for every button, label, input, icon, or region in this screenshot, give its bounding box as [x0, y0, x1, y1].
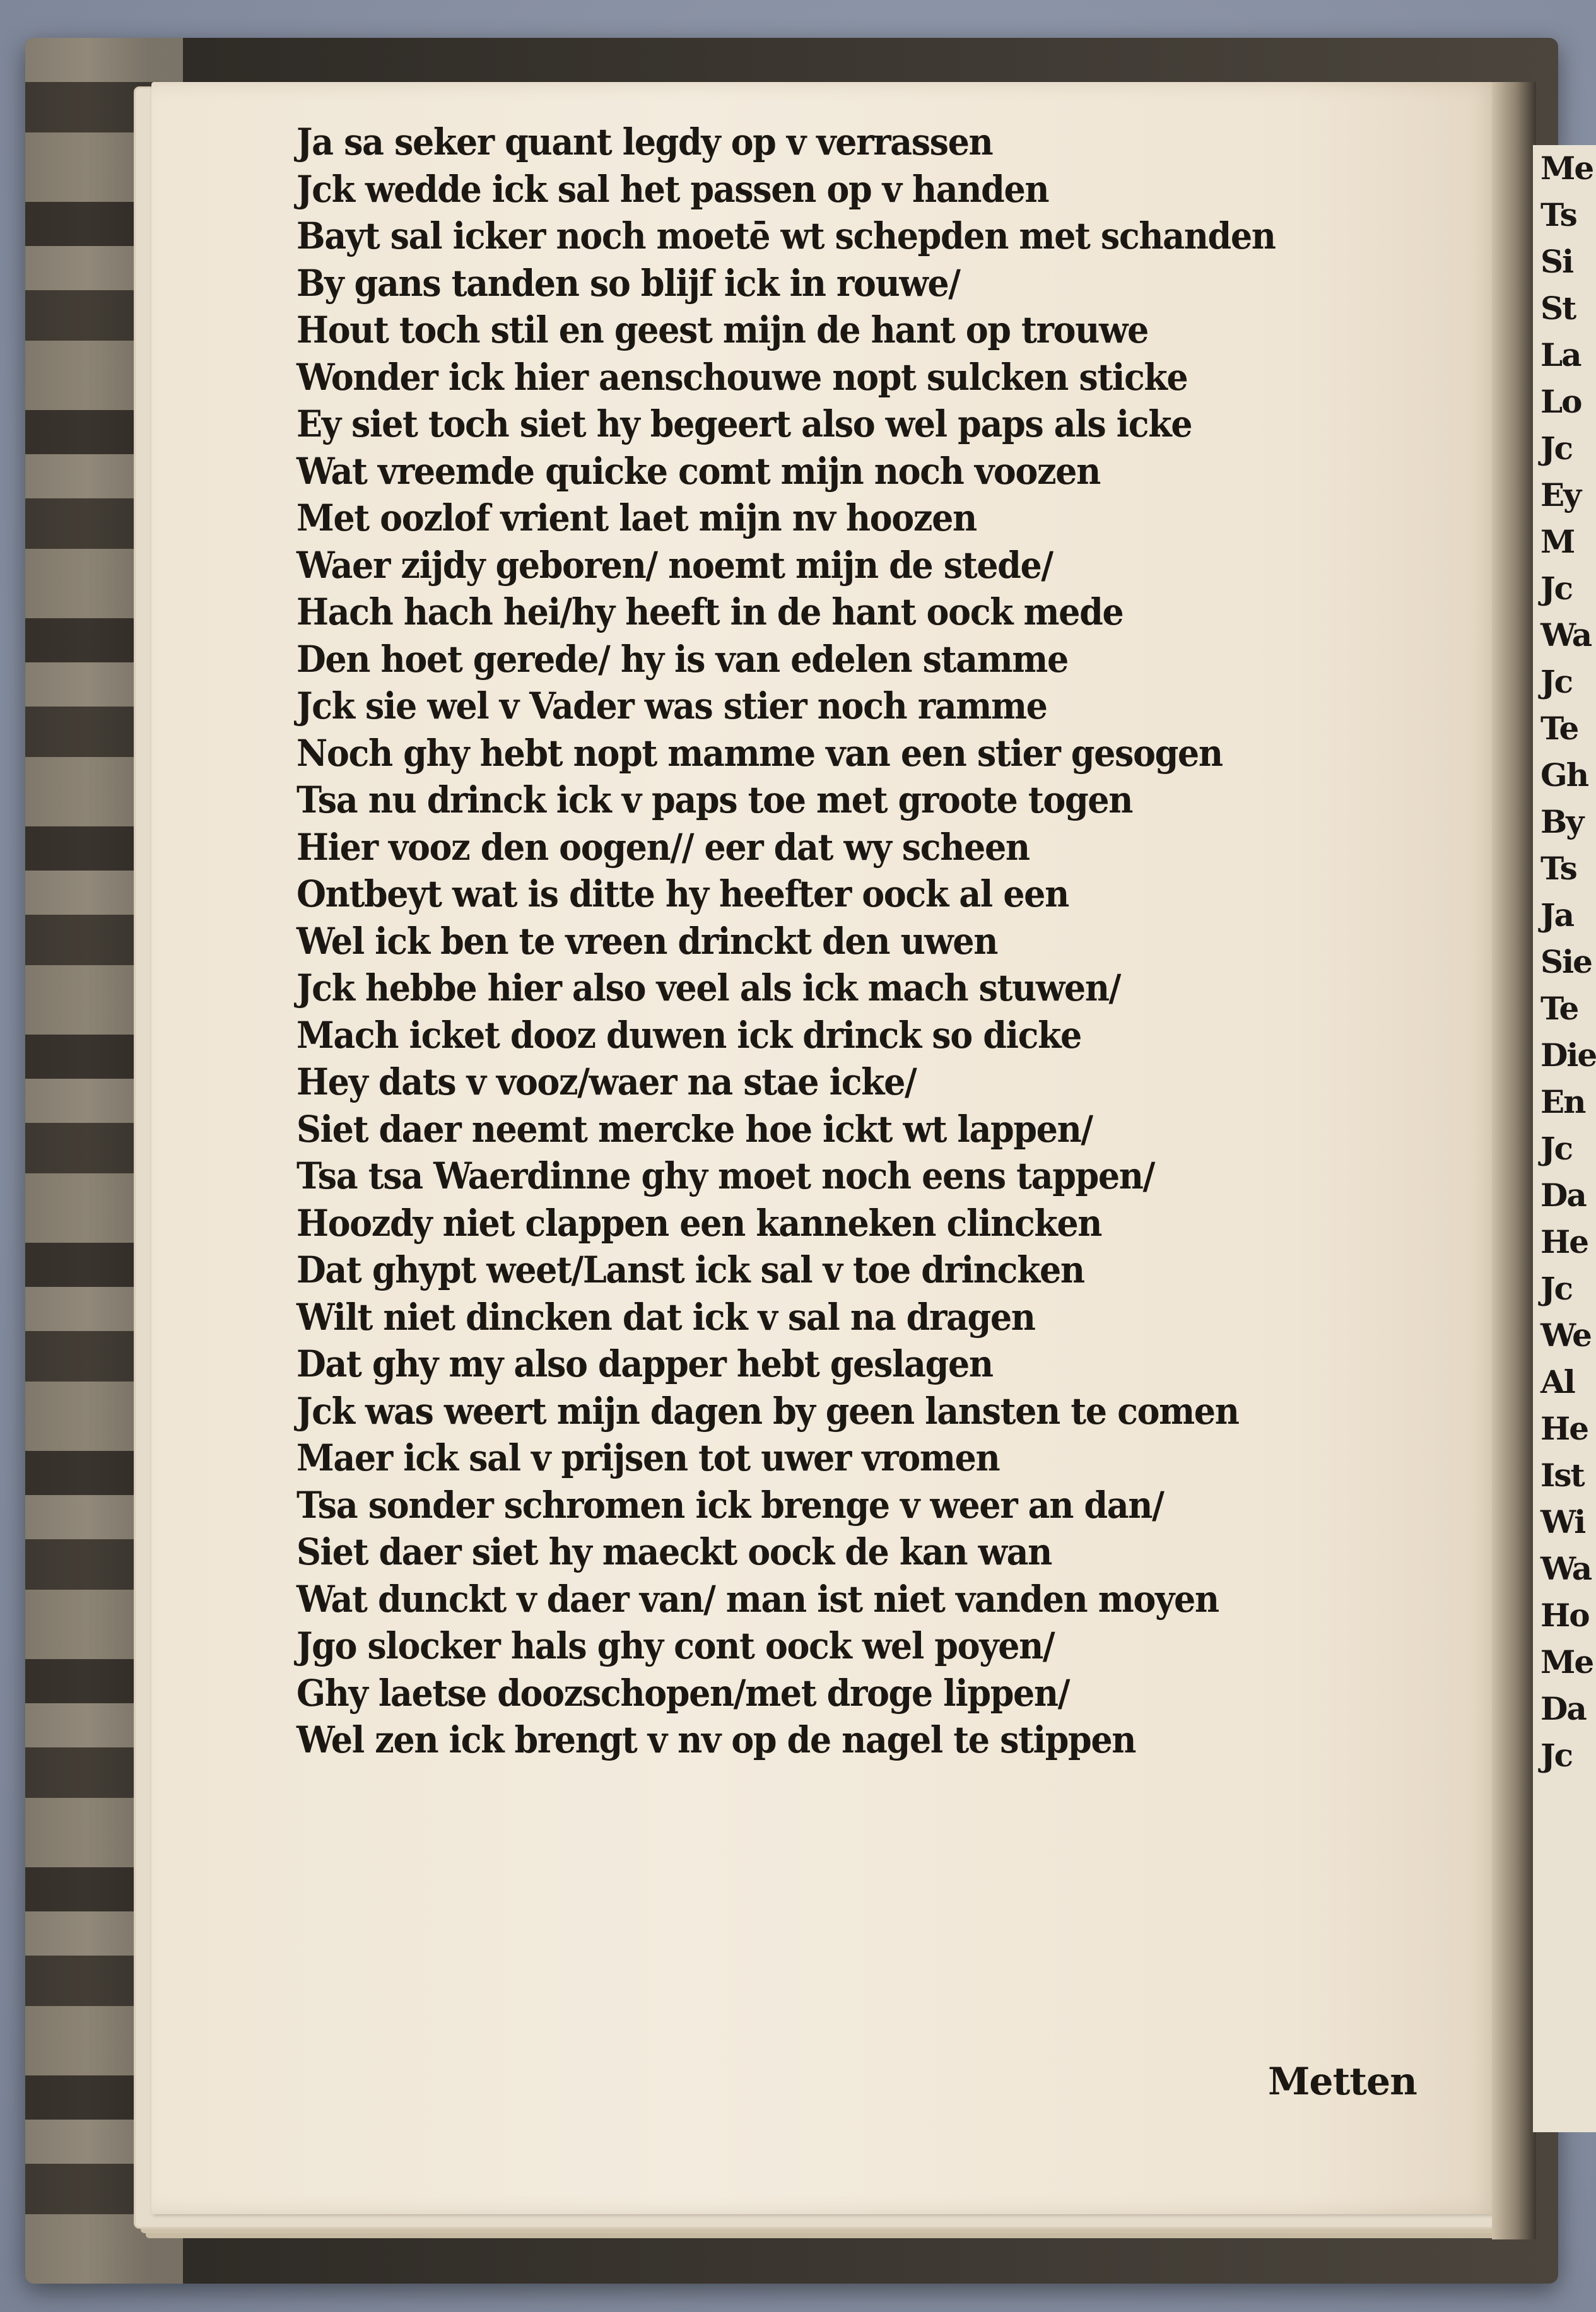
facing-page-line: Jc — [1540, 430, 1573, 467]
facing-page-line: Ho — [1540, 1597, 1589, 1634]
text-line: Maer ick sal v prijsen tot uwer vromen — [296, 1436, 1000, 1479]
text-line: Tsa nu drinck ick v paps toe met groote togen — [296, 778, 1133, 821]
facing-page-line: Ja — [1540, 896, 1574, 934]
text-line: Ey siet toch siet hy begeert also wel paps als icke — [296, 402, 1192, 445]
facing-page-line: Jc — [1540, 1270, 1573, 1307]
facing-page-line: Ey — [1540, 476, 1581, 513]
text-line: Hoozdy niet clappen een kanneken clincken — [296, 1201, 1102, 1245]
facing-page-edge — [1533, 145, 1596, 2132]
text-line: Hier vooz den oogen// eer dat wy scheen — [296, 825, 1030, 869]
text-line: Jck wedde ick sal het passen op v handen — [296, 167, 1049, 211]
facing-page-line: Gh — [1540, 756, 1588, 794]
facing-page-line: Da — [1540, 1690, 1586, 1727]
text-line: By gans tanden so blijf ick in rouwe/ — [296, 261, 960, 305]
text-line: Tsa sonder schromen ick brenge v weer an dan/ — [296, 1483, 1164, 1527]
book-gutter — [1492, 82, 1536, 2239]
facing-page-line: Jc — [1540, 663, 1573, 700]
facing-page-line: Me — [1540, 150, 1593, 187]
text-line: Siet daer siet hy maeckt oock de kan wan — [296, 1530, 1052, 1573]
facing-page-line: Wi — [1540, 1503, 1585, 1540]
facing-page-line: Da — [1540, 1177, 1586, 1214]
text-line: Hout toch stil en geest mijn de hant op trouwe — [296, 308, 1148, 351]
text-line: Tsa tsa Waerdinne ghy moet noch eens tappen/ — [296, 1154, 1154, 1197]
facing-page-line: We — [1540, 1317, 1591, 1354]
text-line: Wel ick ben te vreen drinckt den uwen — [296, 919, 998, 963]
text-line: Noch ghy hebt nopt mamme van een stier gesogen — [296, 731, 1223, 775]
text-line: Waer zijdy geboren/ noemt mijn de stede/ — [296, 543, 1053, 587]
facing-page-line: By — [1540, 803, 1583, 840]
facing-page-line: Me — [1540, 1643, 1593, 1681]
text-line: Mach icket dooz duwen ick drinck so dicke — [296, 1013, 1081, 1057]
text-line: Ja sa seker quant legdy op v verrassen — [296, 120, 993, 163]
facing-page-line: Si — [1540, 243, 1573, 280]
text-line: Wilt niet dincken dat ick v sal na dragen — [296, 1295, 1035, 1339]
text-line: Siet daer neemt mercke hoe ickt wt lappen/ — [296, 1107, 1093, 1151]
facing-page-line: Die — [1540, 1036, 1596, 1074]
text-line: Den hoet gerede/ hy is van edelen stamme — [296, 637, 1068, 681]
text-line: Jck was weert mijn dagen by geen lansten te comen — [296, 1389, 1239, 1433]
text-line: Wat dunckt v daer van/ man ist niet vanden moyen — [296, 1577, 1219, 1621]
text-line: Wonder ick hier aenschouwe nopt sulcken sticke — [296, 355, 1188, 399]
text-line: Wel zen ick brengt v nv op de nagel te stippen — [296, 1718, 1136, 1761]
facing-page-line: Sie — [1540, 943, 1592, 980]
facing-page-line: Ts — [1540, 850, 1576, 887]
text-line: Dat ghy my also dapper hebt geslagen — [296, 1342, 993, 1385]
facing-page-line: Lo — [1540, 383, 1581, 420]
text-line: Jgo slocker hals ghy cont oock wel poyen/ — [296, 1624, 1055, 1667]
text-line: Bayt sal icker noch moetē wt schepden met schanden — [296, 214, 1276, 257]
catchword: Metten — [1268, 2060, 1417, 2104]
facing-page-line: Wa — [1540, 1550, 1592, 1587]
text-line: Met oozlof vrient laet mijn nv hoozen — [296, 496, 977, 539]
text-line: Jck sie wel v Vader was stier noch ramme — [296, 684, 1047, 727]
facing-page-line: M — [1540, 523, 1575, 560]
text-line: Dat ghypt weet/Lanst ick sal v toe drincken — [296, 1248, 1084, 1291]
facing-page-line: Ist — [1540, 1457, 1584, 1494]
facing-page-line: Jc — [1540, 1130, 1573, 1167]
facing-page-line: La — [1540, 336, 1581, 373]
text-line: Ontbeyt wat is ditte hy heefter oock al een — [296, 872, 1069, 915]
facing-page-line: Jc — [1540, 570, 1573, 607]
facing-page-line: Jc — [1540, 1737, 1573, 1774]
facing-page-line: Te — [1540, 990, 1578, 1027]
facing-page-line: St — [1540, 290, 1576, 327]
facing-page-line: He — [1540, 1410, 1588, 1447]
text-line: Hach hach hei/hy heeft in de hant oock mede — [296, 590, 1124, 633]
text-line: Hey dats v vooz/waer na stae icke/ — [296, 1060, 917, 1103]
blackletter-text-block — [296, 119, 1482, 1764]
text-line: Jck hebbe hier also veel als ick mach stuwen/ — [296, 966, 1120, 1009]
text-line: Wat vreemde quicke comt mijn noch voozen — [296, 449, 1100, 493]
facing-page-line: Ts — [1540, 196, 1576, 233]
text-line: Ghy laetse doozschopen/met droge lippen/ — [296, 1671, 1070, 1715]
facing-page-line: Te — [1540, 710, 1578, 747]
facing-page-line: Al — [1540, 1363, 1575, 1400]
facing-page-line: En — [1540, 1083, 1585, 1120]
facing-page-line: Wa — [1540, 616, 1592, 654]
facing-page-line: He — [1540, 1223, 1588, 1260]
